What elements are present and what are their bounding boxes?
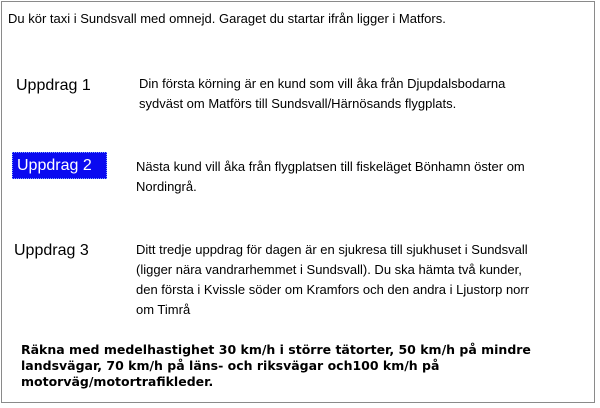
task-description-3: Ditt tredje uppdrag för dagen är en sjukresa till sjukhuset i Sundsvall (ligger nära vandrarhemmet i Sundsvall). Du ska hämta två kunder, den första i Kvissle söder om Kramfors och den andra i Ljustorp norr om Timrå bbox=[136, 242, 530, 317]
task-button-1[interactable]: Uppdrag 1 bbox=[16, 77, 91, 94]
task-description-1: Din första körning är en kund som vill åka från Djupdalsbodarna sydväst om Matförs till Sundsvall/Härnösands flygplats. bbox=[139, 76, 506, 111]
task-button-3[interactable]: Uppdrag 3 bbox=[14, 242, 89, 259]
assignment-panel bbox=[1, 1, 595, 403]
speed-note: Räkna med medelhastighet 30 km/h i större tätorter, 50 km/h på mindre landsvägar, 70 km/h på läns- och riksvägar och100 km/h på motorväg/motortrafikleder. bbox=[21, 342, 531, 389]
task-button-2[interactable]: Uppdrag 2 bbox=[12, 152, 107, 179]
task-description-2: Nästa kund vill åka från flygplatsen till fiskeläget Bönhamn öster om Nordingrå. bbox=[136, 159, 525, 194]
intro-text: Du kör taxi i Sundsvall med omnejd. Garaget du startar ifrån ligger i Matfors. bbox=[8, 11, 446, 26]
